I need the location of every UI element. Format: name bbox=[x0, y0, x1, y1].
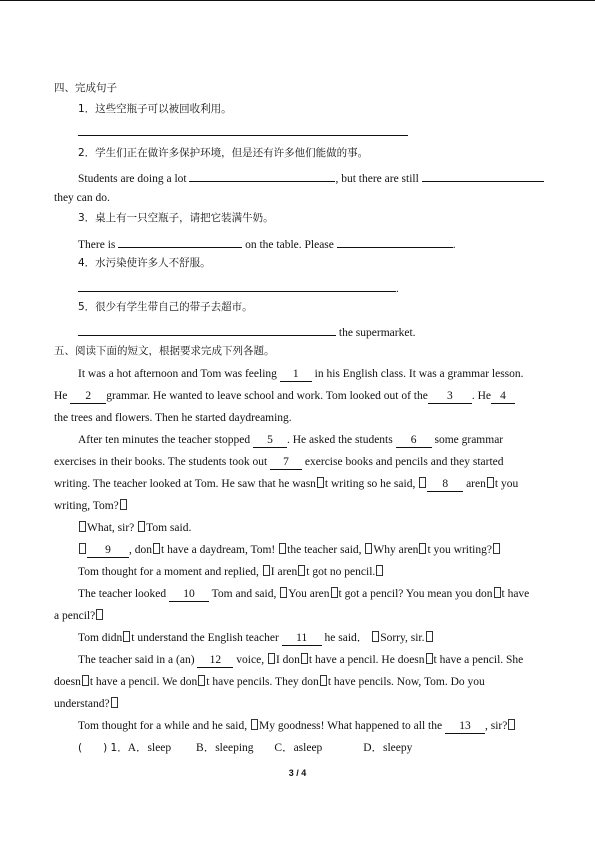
question-3-sentence: There is on the table. Please . bbox=[78, 234, 595, 250]
question-2-prompt: 2．学生们正在做许多保护环境，但是还有许多他们能做的事。 bbox=[78, 147, 369, 159]
page-number: 3 / 4 bbox=[288, 768, 307, 778]
quote-glyph-icon bbox=[508, 719, 515, 730]
section-5-title: 五、阅读下面的短文，根据要求完成下列各题。 bbox=[54, 345, 275, 357]
passage-line-8: What, sir? Tom said. bbox=[78, 520, 595, 536]
passage-line-17: Tom thought for a while and he said, My goodness! What happened to all the 13 , sir? bbox=[78, 718, 595, 734]
quote-glyph-icon bbox=[301, 653, 308, 664]
question-5-sentence: the supermarket. bbox=[78, 322, 595, 338]
quote-glyph-icon bbox=[79, 521, 86, 532]
quote-glyph-icon bbox=[198, 675, 205, 686]
top-rule bbox=[0, 0, 595, 1]
question-4-answer-line: . bbox=[78, 278, 595, 294]
passage-line-13: Tom didn t understand the English teacher 11 he said． Sorry, sir. bbox=[78, 630, 595, 646]
question-5-prompt: 5．很少有学生带自己的带子去超市。 bbox=[78, 301, 253, 313]
quote-glyph-icon bbox=[320, 675, 327, 686]
quote-glyph-icon bbox=[111, 697, 118, 708]
quote-glyph-icon bbox=[372, 631, 379, 642]
question-2-sentence: Students are doing a lot , but there are still bbox=[78, 168, 595, 184]
quote-glyph-icon bbox=[298, 565, 305, 576]
passage-line-4: After ten minutes the teacher stopped 5 . He asked the students 6 some grammar bbox=[78, 434, 504, 446]
passage-line-2: He 2 grammar. He wanted to leave school and work. Tom looked out of the 3 . He 4 bbox=[54, 388, 542, 404]
answer-blank bbox=[422, 168, 544, 182]
passage-line-1: It was a hot afternoon and Tom was feeling 1 in his English class. It was a grammar lesson. bbox=[78, 368, 524, 380]
quote-glyph-icon bbox=[487, 477, 494, 488]
blank-9: 9 bbox=[87, 543, 129, 558]
passage-line-10: Tom thought for a moment and replied, I aren t got no pencil. bbox=[78, 564, 595, 580]
quote-glyph-icon bbox=[120, 499, 127, 510]
quote-glyph-icon bbox=[365, 543, 372, 554]
blank-10: 10 bbox=[169, 587, 209, 602]
section-4-title: 四、完成句子 bbox=[54, 82, 117, 94]
blank-7: 7 bbox=[270, 455, 302, 470]
blank-8: 8 bbox=[427, 477, 463, 492]
quote-glyph-icon bbox=[268, 653, 275, 664]
passage-line-15: doesn t have a pencil. We don t have pencils. They don t have pencils. Now, Tom. Do you bbox=[54, 676, 485, 688]
quote-glyph-icon bbox=[376, 565, 383, 576]
passage-line-6: writing. The teacher looked at Tom. He saw that he wasn t writing so he said, 8 aren t you bbox=[54, 478, 519, 490]
quote-glyph-icon bbox=[251, 719, 258, 730]
quote-glyph-icon bbox=[426, 653, 433, 664]
quote-glyph-icon bbox=[138, 521, 145, 532]
passage-line-11: The teacher looked 10 Tom and said, You aren t got a pencil? You mean you don t have bbox=[78, 588, 530, 600]
question-1-answer-line bbox=[78, 122, 595, 138]
blank-4: 4 bbox=[491, 389, 515, 404]
question-1-prompt: 1．这些空瓶子可以被回收利用。 bbox=[78, 103, 232, 115]
passage-line-7: writing, Tom? bbox=[54, 498, 595, 514]
blank-11: 11 bbox=[282, 631, 322, 646]
quote-glyph-icon bbox=[419, 543, 426, 554]
quote-glyph-icon bbox=[153, 543, 160, 554]
mcq-question-1: ( ) 1．A．sleep B．sleeping C．asleep D．sleepy bbox=[78, 742, 413, 754]
option-a: A．sleep bbox=[127, 742, 172, 754]
quote-glyph-icon bbox=[426, 631, 433, 642]
quote-glyph-icon bbox=[317, 477, 324, 488]
passage-line-14: The teacher said in a (an) 12 voice, I don t have a pencil. He doesn t have a pencil. She bbox=[78, 654, 524, 666]
blank-3: 3 bbox=[428, 389, 472, 404]
quote-glyph-icon bbox=[331, 587, 338, 598]
quote-glyph-icon bbox=[494, 587, 501, 598]
question-3-prompt: 3．桌上有一只空瓶子，请把它装满牛奶。 bbox=[78, 212, 274, 224]
quote-glyph-icon bbox=[263, 565, 270, 576]
question-4-prompt: 4．水污染使许多人不舒服。 bbox=[78, 257, 211, 269]
quote-glyph-icon bbox=[123, 631, 130, 642]
option-b: B．sleeping bbox=[196, 742, 254, 754]
blank-6: 6 bbox=[396, 433, 432, 448]
answer-blank bbox=[189, 168, 335, 182]
passage-line-3: the trees and flowers. Then he started daydreaming. bbox=[54, 412, 292, 424]
quote-glyph-icon bbox=[279, 543, 286, 554]
blank-1: 1 bbox=[280, 367, 312, 382]
passage-line-12: a pencil? bbox=[54, 608, 595, 624]
quote-glyph-icon bbox=[96, 609, 103, 620]
quote-glyph-icon bbox=[493, 543, 500, 554]
blank-12: 12 bbox=[197, 653, 233, 668]
passage-line-5: exercises in their books. The students took out 7 exercise books and pencils and they started bbox=[54, 456, 504, 468]
blank-13: 13 bbox=[445, 719, 485, 734]
passage-line-9: 9 , don t have a daydream, Tom! the teacher said, Why aren t you writing? bbox=[78, 542, 595, 558]
option-d: D．sleepy bbox=[363, 742, 413, 754]
blank-5: 5 bbox=[253, 433, 287, 448]
answer-blank bbox=[118, 234, 242, 248]
quote-glyph-icon bbox=[280, 587, 287, 598]
passage-line-16: understand? bbox=[54, 696, 595, 712]
blank-2: 2 bbox=[70, 389, 106, 404]
answer-blank bbox=[337, 234, 453, 248]
quote-glyph-icon bbox=[82, 675, 89, 686]
option-c: C．asleep bbox=[274, 742, 323, 754]
quote-glyph-icon bbox=[79, 543, 86, 554]
question-2-sentence-end: they can do. bbox=[54, 192, 110, 204]
quote-glyph-icon bbox=[419, 477, 426, 488]
